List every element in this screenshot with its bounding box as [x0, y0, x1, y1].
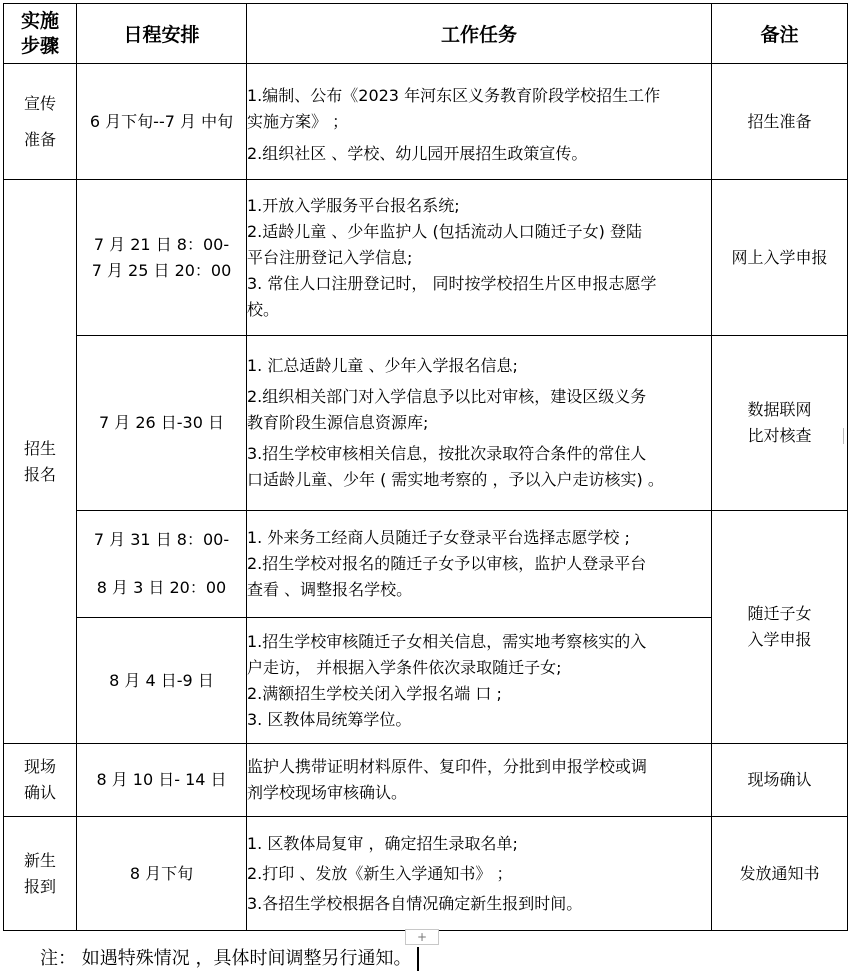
table-row	[4, 336, 848, 511]
task-line: 1. 区教体局复审 ，确定招生录取名单;	[247, 833, 518, 853]
stage-cell	[4, 817, 77, 931]
footnote-text: 注： 如遇特殊情况 ，具体时间调整另行通知。	[40, 948, 412, 969]
date-cell	[77, 64, 247, 180]
task-cell	[247, 817, 712, 931]
date-text: 8 月 3 日 20：00	[96, 578, 227, 597]
table-row	[4, 744, 848, 817]
remark-line1: 数据联网	[747, 400, 812, 419]
remark-line2: 比对核查	[747, 426, 812, 445]
header-remarks: 备注	[712, 4, 848, 64]
header-schedule: 日程安排	[77, 4, 247, 64]
remark-cell	[712, 511, 848, 744]
task-line: 3. 区教体局统筹学位。	[247, 709, 412, 729]
date-text: 7 月 31 日 8：00-	[93, 530, 230, 549]
task-line: 剂学校现场审核确认。	[247, 783, 408, 802]
remark-cell: 招生准备	[712, 64, 848, 180]
stage-label-line1: 招生	[23, 438, 56, 458]
table-row	[4, 180, 848, 336]
task-line: 1.开放入学服务平台报名系统;	[247, 195, 460, 215]
remark-cell: 网上入学申报	[712, 180, 848, 336]
task-line: 2.招生学校对报名的随迁子女予以审核，监护人登录平台	[247, 554, 647, 573]
table-row	[4, 817, 848, 931]
task-line: 查看 、调整报名学校。	[247, 580, 413, 599]
task-cell	[247, 180, 712, 336]
stage-label-line2: 报名	[23, 464, 56, 484]
task-cell	[247, 511, 712, 618]
remark-line2: 入学申报	[747, 630, 812, 649]
stage-label-line1: 宣传	[23, 93, 56, 113]
date-cell	[77, 817, 247, 931]
stage-cell	[4, 64, 77, 180]
header-step-line2: 步骤	[20, 34, 59, 57]
text-cursor	[417, 947, 419, 971]
stage-label-line1: 现场	[23, 757, 56, 776]
task-line: 监护人携带证明材料原件、复印件，分批到申报学校或调	[247, 757, 648, 776]
date-text: 7 月 26 日-30 日	[98, 413, 225, 432]
stage-label-line2: 报到	[23, 876, 56, 896]
task-line: 1. 外来务工经商人员随迁子女登录平台选择志愿学校 ;	[247, 528, 630, 547]
header-step	[4, 4, 77, 64]
task-line: 1.编制、公布《2023 年河东区义务教育阶段学校招生工作	[247, 85, 661, 105]
date-text: 7 月 25 日 20：00	[91, 260, 232, 280]
date-text: 8 月下旬	[129, 863, 194, 883]
date-cell	[77, 744, 247, 817]
task-cell	[247, 336, 712, 511]
task-line: 2.适龄儿童 、少年监护人 (包括流动人口随迁子女) 登陆	[247, 221, 643, 241]
task-line: 实施方案》 ；	[247, 111, 349, 131]
remark-cell	[712, 336, 848, 511]
remark-cell: 发放通知书	[712, 817, 848, 931]
add-row-button[interactable]: +	[405, 929, 439, 945]
header-tasks: 工作任务	[247, 4, 712, 64]
date-cell	[77, 618, 247, 744]
task-line: 1.招生学校审核随迁子女相关信息，需实地考察核实的入	[247, 631, 647, 651]
date-text: 8 月 10 日- 14 日	[96, 770, 227, 789]
task-line: 2.满额招生学校关闭入学报名端 口 ;	[247, 683, 502, 703]
task-line: 校。	[247, 299, 280, 319]
table-row	[4, 511, 848, 618]
date-text: 7 月 21 日 8：00-	[93, 234, 230, 254]
task-cell	[247, 64, 712, 180]
header-row	[4, 4, 848, 64]
task-line: 2.组织相关部门对入学信息予以比对审核，建设区级义务	[247, 387, 647, 406]
date-cell	[77, 336, 247, 511]
stage-label-line2: 准备	[23, 129, 56, 149]
task-line: 3.招生学校审核相关信息，按批次录取符合条件的常住人	[247, 444, 647, 463]
task-line: 户走访， 并根据入学条件依次录取随迁子女;	[247, 657, 562, 677]
task-line: 2.组织社区 、学校、幼儿园开展招生政策宣传。	[247, 143, 588, 163]
remark-cell: 现场确认	[712, 744, 848, 817]
task-cell	[247, 618, 712, 744]
task-line: 教育阶段生源信息资源库;	[247, 413, 429, 432]
table-row	[4, 64, 848, 180]
date-text: 8 月 4 日-9 日	[109, 670, 214, 690]
task-line: 口适龄儿童、少年 ( 需实地考察的 ，予以入户走访核实) 。	[247, 470, 664, 489]
footnote	[40, 946, 419, 972]
header-step-line1: 实施	[20, 9, 59, 32]
task-cell	[247, 744, 712, 817]
column-resize-handle[interactable]	[843, 428, 848, 444]
date-cell	[77, 511, 247, 618]
stage-cell	[4, 180, 77, 744]
remark-line1: 随迁子女	[747, 604, 812, 623]
stage-cell	[4, 744, 77, 817]
date-text: 6 月下旬--7 月 中旬	[89, 111, 234, 131]
task-line: 3. 常住人口注册登记时， 同时按学校招生片区申报志愿学	[247, 273, 657, 293]
task-line: 3.各招生学校根据各自情况确定新生报到时间。	[247, 893, 583, 913]
stage-label-line2: 确认	[23, 783, 56, 802]
task-line: 1. 汇总适龄儿童 、少年入学报名信息;	[247, 356, 518, 375]
schedule-table	[3, 3, 848, 931]
task-line: 平台注册登记入学信息;	[247, 247, 413, 267]
date-cell	[77, 180, 247, 336]
stage-label-line1: 新生	[23, 850, 56, 870]
task-line: 2.打印 、发放《新生入学通知书》 ；	[247, 863, 513, 883]
